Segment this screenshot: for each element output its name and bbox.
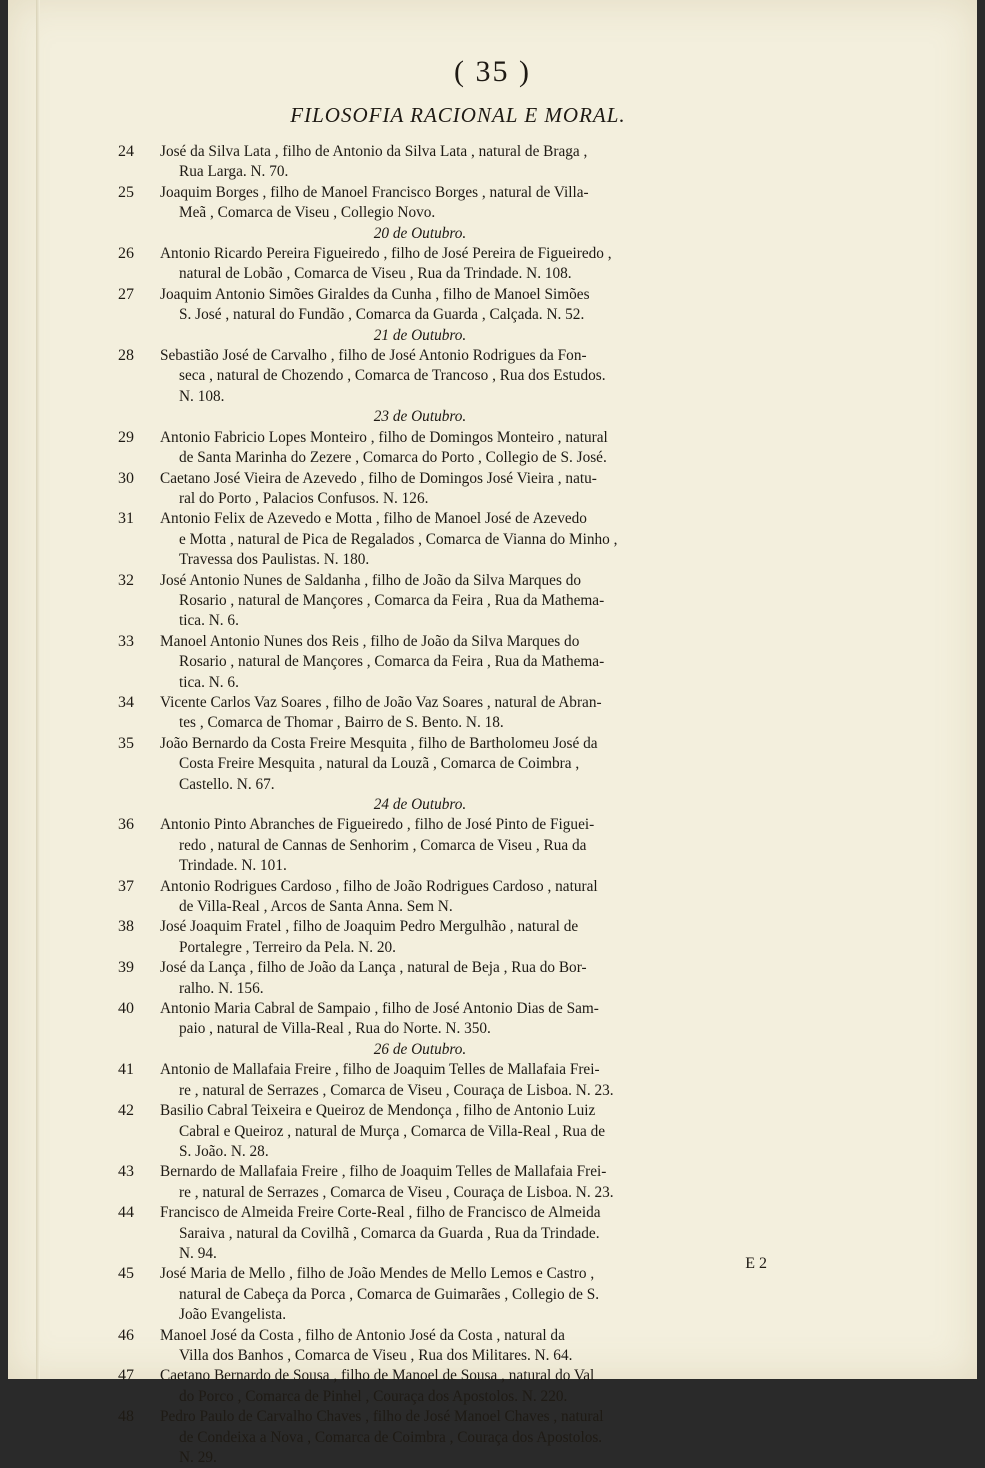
entry-line: seca , natural de Chozendo , Comarca de Trancoso , Rua dos Estudos. (179, 367, 606, 385)
register-entry (118, 1060, 740, 1101)
entry-line: natural de Cabeça da Porca , Comarca de Guimarães , Collegio de S. (179, 1285, 600, 1303)
register-entry (118, 469, 740, 510)
register-entry (118, 428, 740, 469)
register-entry (118, 285, 740, 326)
entry-line: Rosario , natural de Mançores , Comarca da Feira , Rua da Mathema- (179, 653, 605, 671)
register-entry (118, 244, 740, 285)
entry-line: Francisco de Almeida Freire Corte-Real , filho de Francisco de Almeida (160, 1204, 601, 1222)
entry-line: Antonio Rodrigues Cardoso , filho de João Rodrigues Cardoso , natural (160, 877, 598, 895)
entry-number: 29 (118, 428, 134, 446)
entry-line: Bernardo de Mallafaia Freire , filho de Joaquim Telles de Mallafaia Frei- (160, 1163, 607, 1181)
entry-line: tica. N. 6. (179, 612, 239, 630)
register-entry (118, 571, 740, 632)
entry-number: 32 (118, 571, 134, 589)
entry-line: Joaquim Borges , filho de Manoel Francisco Borges , natural de Villa- (160, 183, 589, 201)
entry-line: Sebastião José de Carvalho , filho de José Antonio Rodrigues da Fon- (160, 347, 587, 365)
entry-line: paio , natural de Villa-Real , Rua do Norte. N. 350. (179, 1020, 491, 1038)
register-entry (118, 509, 740, 570)
entry-line: Caetano Bernardo de Sousa , filho de Manoel de Sousa , natural do Val (160, 1367, 595, 1385)
entry-line: Saraiva , natural da Covilhã , Comarca da Guarda , Rua da Trindade. (179, 1224, 600, 1242)
entry-number: 33 (118, 632, 134, 650)
entry-number: 38 (118, 918, 134, 936)
date-heading: 23 de Outubro. (373, 408, 467, 426)
entry-number: 48 (118, 1408, 134, 1426)
entry-line: José Antonio Nunes de Saldanha , filho de João da Silva Marques do (160, 571, 582, 589)
entry-line: natural de Lobão , Comarca de Viseu , Rua da Trindade. N. 108. (179, 265, 572, 283)
entry-line: Antonio Fabricio Lopes Monteiro , filho de Domingos Monteiro , natural (160, 428, 608, 446)
entry-number: 37 (118, 877, 134, 895)
entry-number: 47 (118, 1367, 134, 1385)
entry-line: redo , natural de Cannas de Senhorim , Comarca de Viseu , Rua da (179, 836, 587, 854)
register-entry (118, 1326, 740, 1367)
entry-line: Castello. N. 67. (179, 775, 275, 793)
entry-number: 39 (118, 959, 134, 977)
entry-number: 42 (118, 1102, 134, 1120)
entry-line: Antonio Maria Cabral de Sampaio , filho de José Antonio Dias de Sam- (160, 1000, 599, 1018)
entry-line: re , natural de Serrazes , Comarca de Viseu , Couraça de Lisboa. N. 23. (179, 1183, 614, 1201)
register-entry (118, 1366, 740, 1407)
entry-line: Caetano José Vieira de Azevedo , filho de Domingos José Vieira , natu- (160, 469, 597, 487)
register-entry (118, 183, 740, 224)
register-entry (118, 1264, 740, 1325)
entry-number: 27 (118, 285, 134, 303)
register-list (118, 142, 740, 1468)
entry-line: de Santa Marinha do Zezere , Comarca do Porto , Collegio de S. José. (179, 449, 607, 467)
entry-line: Rua Larga. N. 70. (179, 163, 289, 181)
entry-line: Antonio Pinto Abranches de Figueiredo , filho de José Pinto de Figuei- (160, 816, 595, 834)
entry-line: Antonio Felix de Azevedo e Motta , filho de Manoel José de Azevedo (160, 510, 587, 528)
entry-line: Villa dos Banhos , Comarca de Viseu , Rua dos Militares. N. 64. (179, 1346, 573, 1364)
register-entry (118, 1162, 740, 1203)
entry-number: 28 (118, 347, 134, 365)
register-entry (118, 632, 740, 693)
entry-line: de Condeixa a Nova , Comarca de Coimbra , Couraça dos Apostolos. (179, 1428, 603, 1446)
register-entry (118, 917, 740, 958)
register-entry (118, 1407, 740, 1468)
entry-line: Antonio Ricardo Pereira Figueiredo , filho de José Pereira de Figueiredo , (160, 245, 612, 263)
entry-line: Joaquim Antonio Simões Giraldes da Cunha , filho de Manoel Simões (160, 285, 590, 303)
entry-line: José da Silva Lata , filho de Antonio da Silva Lata , natural de Braga , (160, 143, 588, 160)
date-heading: 21 de Outubro. (373, 326, 467, 344)
register-entry (118, 958, 740, 999)
entry-line: S. João. N. 28. (179, 1142, 269, 1160)
register-entry (118, 1101, 740, 1162)
register-entry (118, 346, 740, 407)
date-heading: 26 de Outubro. (373, 1040, 467, 1058)
register-entry (118, 999, 740, 1040)
entry-number: 26 (118, 245, 134, 263)
date-heading: 24 de Outubro. (373, 796, 467, 813)
entry-line: Vicente Carlos Vaz Soares , filho de João Vaz Soares , natural de Abran- (160, 693, 602, 711)
entry-line: Meã , Comarca de Viseu , Collegio Novo. (179, 204, 436, 222)
entry-number: 43 (118, 1163, 134, 1181)
section-title: FILOSOFIA RACIONAL E MORAL. (290, 103, 626, 127)
entry-line: N. 29. (179, 1449, 217, 1466)
register-entry (118, 693, 740, 734)
entry-line: Antonio de Mallafaia Freire , filho de Joaquim Telles de Mallafaia Frei- (160, 1061, 600, 1079)
entry-line: José Maria de Mello , filho de João Mendes de Mello Lemos e Castro , (160, 1265, 595, 1283)
entry-line: tica. N. 6. (179, 673, 239, 691)
page-number: ( 35 ) (454, 55, 531, 88)
entry-line: Manoel Antonio Nunes dos Reis , filho de João da Silva Marques do (160, 632, 580, 650)
entry-number: 46 (118, 1326, 134, 1344)
entry-number: 45 (118, 1265, 134, 1283)
entry-line: Basilio Cabral Teixeira e Queiroz de Mendonça , filho de Antonio Luiz (160, 1102, 596, 1120)
entry-line: N. 94. (179, 1244, 217, 1262)
entry-line: Manoel José da Costa , filho de Antonio José da Costa , natural da (160, 1326, 565, 1344)
entry-line: ral do Porto , Palacios Confusos. N. 126. (179, 489, 429, 507)
entry-line: ralho. N. 156. (179, 979, 264, 997)
entry-line: e Motta , natural de Pica de Regalados , Comarca de Vianna do Minho , (179, 530, 618, 548)
entry-number: 35 (118, 734, 134, 752)
entry-number: 25 (118, 183, 134, 201)
entry-line: do Porco , Comarca de Pinhel , Couraça dos Apostolos. N. 220. (179, 1387, 568, 1405)
register-entry (118, 142, 740, 183)
book-page (8, 0, 977, 1466)
entry-line: Travessa dos Paulistas. N. 180. (179, 551, 370, 569)
entry-line: Pedro Paulo de Carvalho Chaves , filho de José Manoel Chaves , natural (160, 1408, 604, 1426)
entry-line: S. José , natural do Fundão , Comarca da Guarda , Calçada. N. 52. (179, 306, 585, 324)
entry-line: José Joaquim Fratel , filho de Joaquim Pedro Mergulhão , natural de (160, 918, 579, 936)
entry-line: João Evangelista. (179, 1306, 287, 1324)
entry-line: Costa Freire Mesquita , natural da Louzã , Comarca de Coimbra , (179, 755, 580, 773)
entry-line: Trindade. N. 101. (179, 857, 287, 875)
entry-line: Portalegre , Terreiro da Pela. N. 20. (179, 938, 396, 956)
entry-number: 41 (118, 1061, 134, 1079)
entry-line: de Villa-Real , Arcos de Santa Anna. Sem N. (179, 898, 453, 916)
entry-number: 30 (118, 469, 134, 487)
entry-number: 40 (118, 1000, 134, 1018)
entry-number: 44 (118, 1204, 134, 1222)
register-entry (118, 1203, 740, 1264)
entry-number: 34 (118, 693, 134, 711)
date-heading: 20 de Outubro. (373, 224, 467, 242)
entry-line: N. 108. (179, 387, 225, 405)
entry-line: tes , Comarca de Thomar , Bairro de S. Bento. N. 18. (179, 714, 504, 732)
register-entry (118, 877, 740, 918)
signature-mark: E 2 (745, 1255, 767, 1272)
entry-number: 24 (118, 143, 134, 160)
entry-line: Rosario , natural de Mançores , Comarca da Feira , Rua da Mathema- (179, 591, 605, 609)
entry-number: 36 (118, 816, 134, 834)
page-fold (36, 0, 40, 1379)
entry-line: Cabral e Queiroz , natural de Murça , Comarca de Villa-Real , Rua de (179, 1122, 606, 1140)
entry-line: re , natural de Serrazes , Comarca de Viseu , Couraça de Lisboa. N. 23. (179, 1081, 614, 1099)
register-entry (118, 734, 740, 795)
entry-number: 31 (118, 510, 134, 528)
entry-line: João Bernardo da Costa Freire Mesquita , filho de Bartholomeu José da (160, 734, 598, 752)
entry-line: José da Lança , filho de João da Lança , natural de Beja , Rua do Bor- (160, 959, 587, 977)
register-entry (118, 815, 740, 876)
